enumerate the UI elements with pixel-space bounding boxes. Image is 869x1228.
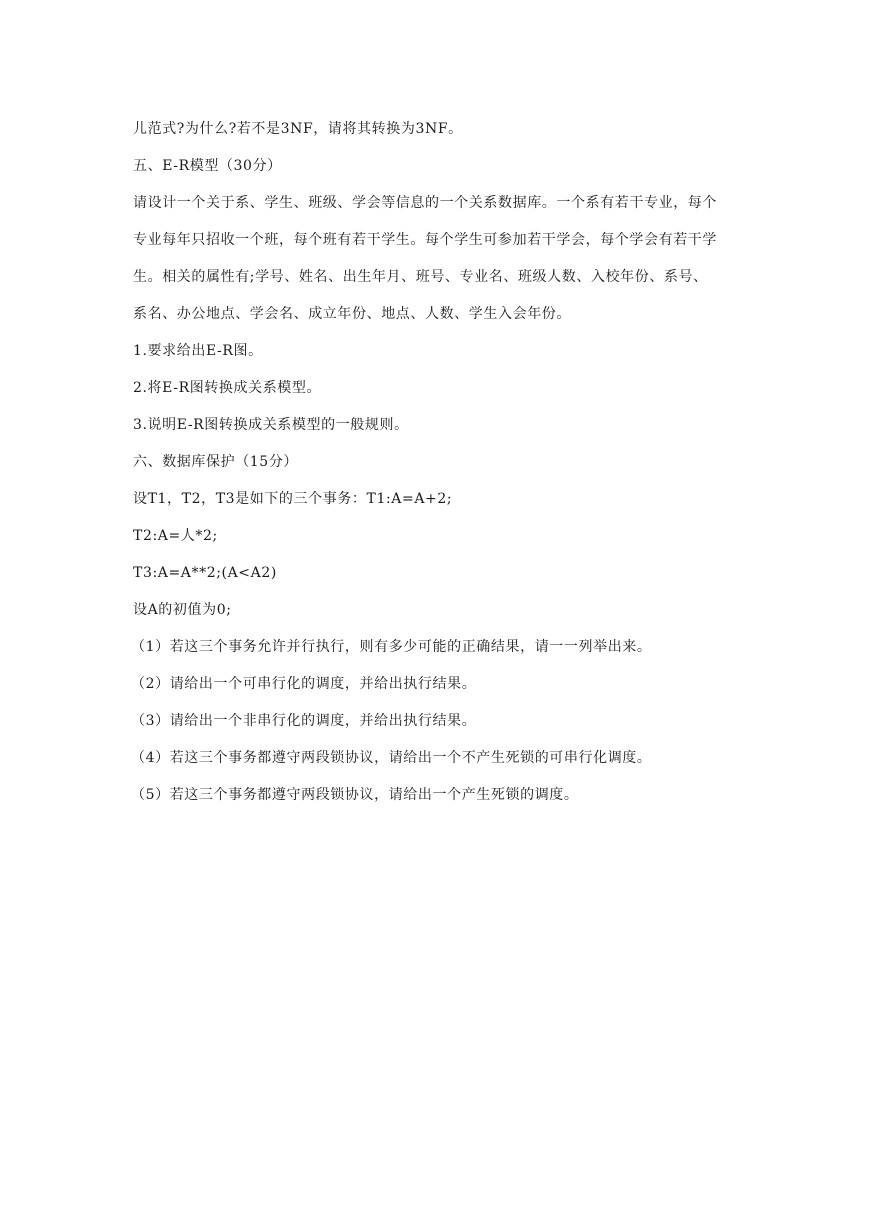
- question-item-1: 1.要求给出E-R图。: [133, 343, 263, 359]
- question-item-2: 2.将E-R图转换成关系模型。: [133, 380, 322, 396]
- paragraph-line: 系名、办公地点、学会名、成立年份、地点、人数、学生入会年份。: [133, 306, 571, 322]
- transaction-definition-t2: T2:A=人*2;: [133, 528, 218, 544]
- section-heading-er-model: 五、E-R模型（30分）: [133, 158, 282, 174]
- sub-question-5: （5）若这三个事务都遵守两段锁协议，请给出一个产生死锁的调度。: [131, 787, 579, 803]
- sub-question-2: （2）请给出一个可串行化的调度，并给出执行结果。: [131, 676, 477, 692]
- sub-question-1: （1）若这三个事务允许并行执行，则有多少可能的正确结果，请一一列举出来。: [131, 639, 652, 655]
- transaction-definition-t1: 设T1，T2，T3是如下的三个事务：T1:A=A+2;: [133, 491, 453, 507]
- paragraph-line: 专业每年只招收一个班，每个班有若干学生。每个学生可参加若干学会，每个学会有若干学: [133, 232, 717, 248]
- sub-question-4: （4）若这三个事务都遵守两段锁协议，请给出一个不产生死锁的可串行化调度。: [131, 750, 652, 766]
- document-body: [133, 111, 753, 814]
- transaction-definition-t3: T3:A=A**2;(A<A2): [133, 565, 277, 581]
- sub-question-3: （3）请给出一个非串行化的调度，并给出执行结果。: [131, 713, 477, 729]
- question-item-3: 3.说明E-R图转换成关系模型的一般规则。: [133, 417, 409, 433]
- paragraph-line: 请设计一个关于系、学生、班级、学会等信息的一个关系数据库。一个系有若干专业，每个: [133, 195, 717, 211]
- text-line-3nf-question: 儿范式?为什么?若不是3NF，请将其转换为3NF。: [133, 121, 463, 137]
- section-heading-db-protection: 六、数据库保护（15分）: [133, 454, 299, 470]
- initial-value-line: 设A的初值为0;: [133, 602, 232, 618]
- paragraph-line: 生。相关的属性有;学号、姓名、出生年月、班号、专业名、班级人数、入校年份、系号、: [133, 269, 708, 285]
